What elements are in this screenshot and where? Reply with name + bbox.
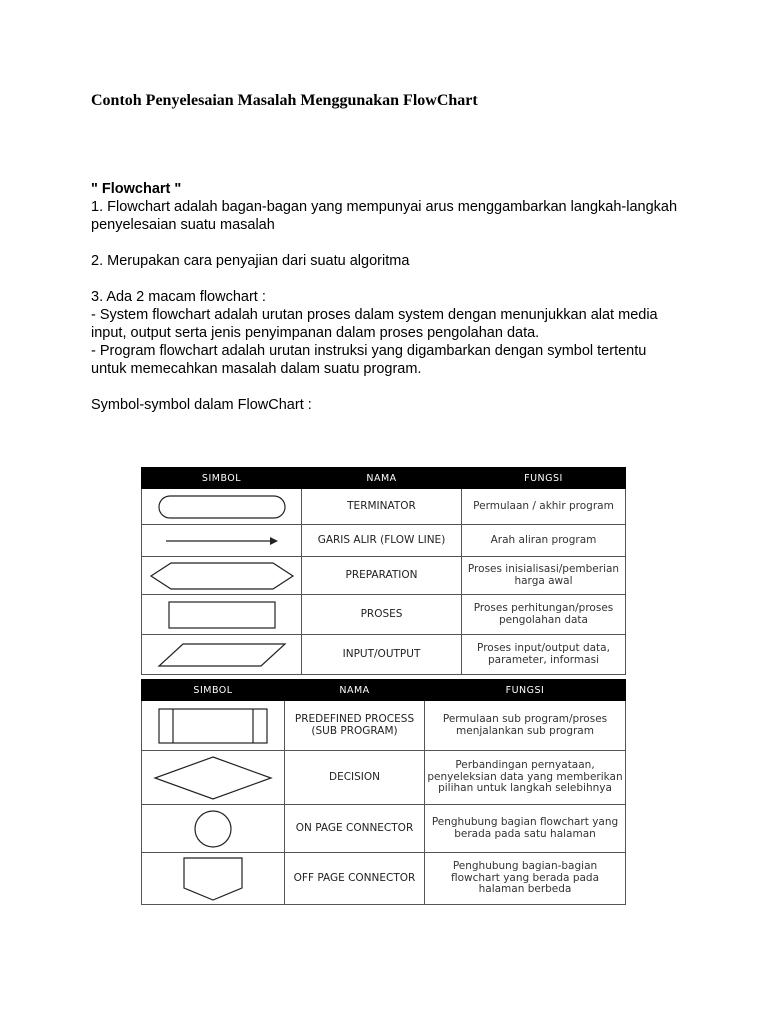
symbol-name: PREDEFINED PROCESS (SUB PROGRAM) bbox=[285, 701, 425, 751]
on-page-connector-circle-icon bbox=[142, 805, 285, 853]
flow-line-arrow-icon bbox=[142, 525, 302, 557]
symbol-name: GARIS ALIR (FLOW LINE) bbox=[302, 525, 462, 557]
flowchart-symbol-table-1 bbox=[141, 467, 626, 675]
table-row bbox=[142, 489, 626, 525]
table-header-row bbox=[142, 680, 626, 701]
symbol-function: Permulaan / akhir program bbox=[462, 489, 626, 525]
symbol-name: TERMINATOR bbox=[302, 489, 462, 525]
symbol-function: Perbandingan pernyataan, penyeleksian data yang memberikan pilihan untuk langkah selebihnya bbox=[425, 751, 626, 805]
table-row bbox=[142, 751, 626, 805]
symbol-name: INPUT/OUTPUT bbox=[302, 635, 462, 675]
table-row bbox=[142, 525, 626, 557]
paragraph-4: - System flowchart adalah urutan proses dalam system dengan menunjukkan alat media input, output serta jenis penyimpanan dalam proses pengolahan data. bbox=[91, 307, 658, 341]
header-simbol: SIMBOL bbox=[142, 680, 285, 701]
symbol-function: Penghubung bagian flowchart yang berada pada satu halaman bbox=[425, 805, 626, 853]
table-row bbox=[142, 635, 626, 675]
off-page-connector-pentagon-icon bbox=[142, 853, 285, 905]
symbol-function: Proses inisialisasi/pemberian harga awal bbox=[462, 557, 626, 595]
predefined-process-icon bbox=[142, 701, 285, 751]
header-simbol: SIMBOL bbox=[142, 468, 302, 489]
process-rectangle-icon bbox=[142, 595, 302, 635]
document-body bbox=[91, 180, 681, 414]
document-title: Contoh Penyelesaian Masalah Menggunakan FlowChart bbox=[91, 92, 478, 109]
header-nama: NAMA bbox=[285, 680, 425, 701]
symbol-function: Arah aliran program bbox=[462, 525, 626, 557]
flowchart-symbol-table-2 bbox=[141, 679, 626, 905]
terminator-shape-icon bbox=[142, 489, 302, 525]
paragraph-3: 3. Ada 2 macam flowchart : bbox=[91, 289, 266, 305]
decision-diamond-icon bbox=[142, 751, 285, 805]
table-row bbox=[142, 557, 626, 595]
preparation-hexagon-icon bbox=[142, 557, 302, 595]
paragraph-5: - Program flowchart adalah urutan instruksi yang digambarkan dengan symbol tertentu untuk memecahkan masalah dalam suatu program. bbox=[91, 343, 647, 377]
header-fungsi: FUNGSI bbox=[425, 680, 626, 701]
symbol-name: ON PAGE CONNECTOR bbox=[285, 805, 425, 853]
table-header-row bbox=[142, 468, 626, 489]
symbol-name: PROSES bbox=[302, 595, 462, 635]
symbol-function: Proses perhitungan/proses pengolahan data bbox=[462, 595, 626, 635]
symbol-name: OFF PAGE CONNECTOR bbox=[285, 853, 425, 905]
paragraph-2: 2. Merupakan cara penyajian dari suatu algoritma bbox=[91, 253, 410, 269]
symbol-function: Proses input/output data, parameter, informasi bbox=[462, 635, 626, 675]
symbol-name: PREPARATION bbox=[302, 557, 462, 595]
table-row bbox=[142, 853, 626, 905]
table-row bbox=[142, 701, 626, 751]
table-row bbox=[142, 805, 626, 853]
header-nama: NAMA bbox=[302, 468, 462, 489]
symbol-function: Permulaan sub program/proses menjalankan sub program bbox=[425, 701, 626, 751]
section-heading: " Flowchart " bbox=[91, 181, 182, 197]
paragraph-1: 1. Flowchart adalah bagan-bagan yang mempunyai arus menggambarkan langkah-langkah penyelesaian suatu masalah bbox=[91, 199, 678, 233]
input-output-parallelogram-icon bbox=[142, 635, 302, 675]
symbol-name: DECISION bbox=[285, 751, 425, 805]
paragraph-6: Symbol-symbol dalam FlowChart : bbox=[91, 397, 312, 413]
symbol-function: Penghubung bagian-bagian flowchart yang berada pada halaman berbeda bbox=[425, 853, 626, 905]
table-row bbox=[142, 595, 626, 635]
header-fungsi: FUNGSI bbox=[462, 468, 626, 489]
